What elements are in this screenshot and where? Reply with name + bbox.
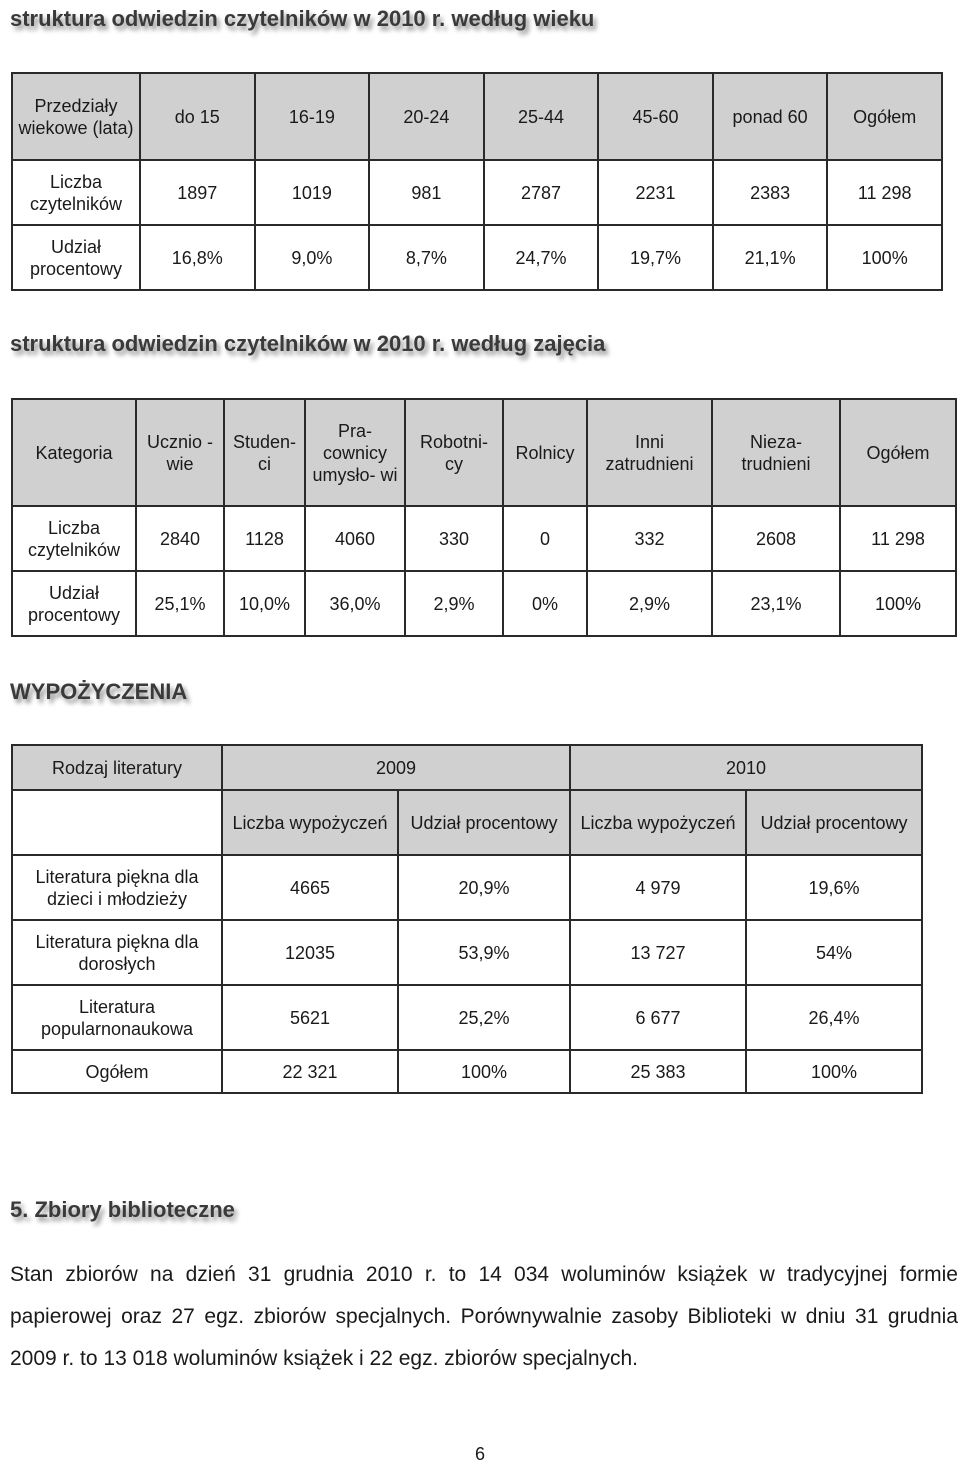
occupation-col-header: Robotni- cy — [405, 399, 503, 506]
occupation-row-percent — [12, 571, 956, 636]
occupation-cell: 10,0% — [224, 571, 305, 636]
loans-cell: 12035 — [222, 920, 398, 985]
age-row-count — [12, 160, 942, 225]
occupation-row-label: Liczba czytelników — [12, 506, 136, 571]
age-header-row — [12, 73, 942, 160]
occupation-cell: 36,0% — [305, 571, 405, 636]
age-row-label: Udział procentowy — [12, 225, 140, 290]
age-cell: 11 298 — [827, 160, 942, 225]
age-cell: 9,0% — [255, 225, 370, 290]
age-col-header: 16-19 — [255, 73, 370, 160]
occupation-header-label: Kategoria — [12, 399, 136, 506]
occupation-cell: 4060 — [305, 506, 405, 571]
loans-subheader: Udział procentowy — [398, 790, 570, 855]
age-col-header: Ogółem — [827, 73, 942, 160]
loans-header-label: Rodzaj literatury — [12, 745, 222, 790]
occupation-table — [11, 398, 957, 637]
age-cell: 1019 — [255, 160, 370, 225]
loans-row — [12, 920, 922, 985]
occupation-col-header: Ucznio -wie — [136, 399, 224, 506]
occupation-cell: 25,1% — [136, 571, 224, 636]
loans-cell: 5621 — [222, 985, 398, 1050]
loans-total-cell: 25 383 — [570, 1050, 746, 1093]
loans-cell: 13 727 — [570, 920, 746, 985]
loans-row-label: Literatura piękna dla dzieci i młodzieży — [12, 855, 222, 920]
age-table — [11, 72, 943, 291]
loans-row — [12, 985, 922, 1050]
occupation-col-header: Studen- ci — [224, 399, 305, 506]
loans-cell: 20,9% — [398, 855, 570, 920]
loans-total-cell: 100% — [746, 1050, 922, 1093]
occupation-cell: 0% — [503, 571, 587, 636]
loans-cell: 26,4% — [746, 985, 922, 1050]
age-cell: 2383 — [713, 160, 828, 225]
occupation-cell: 330 — [405, 506, 503, 571]
occupation-col-header: Ogółem — [840, 399, 956, 506]
occupation-row-count — [12, 506, 956, 571]
age-col-header: do 15 — [140, 73, 255, 160]
collections-paragraph: Stan zbiorów na dzień 31 grudnia 2010 r. to 14 034 woluminów książek w tradycyjnej formie papierowej oraz 27 egz. zbiorów specjalnych. Porównywalnie zasoby Biblioteki w dniu 31 grudnia 2009 r. to 13 018 woluminów książek i 22 egz. zbiorów specjalnych. — [10, 1263, 958, 1370]
age-cell: 16,8% — [140, 225, 255, 290]
occupation-cell: 0 — [503, 506, 587, 571]
loans-row-label: Literatura popularnonaukowa — [12, 985, 222, 1050]
occupation-col-header: Rolnicy — [503, 399, 587, 506]
age-col-header: 45-60 — [598, 73, 713, 160]
occupation-cell: 332 — [587, 506, 712, 571]
age-header-label: Przedziały wiekowe (lata) — [12, 73, 140, 160]
loans-subheader-row — [12, 790, 922, 855]
occupation-cell: 2840 — [136, 506, 224, 571]
loans-total-label: Ogółem — [12, 1050, 222, 1093]
loans-total-cell: 22 321 — [222, 1050, 398, 1093]
loans-cell: 53,9% — [398, 920, 570, 985]
age-cell: 1897 — [140, 160, 255, 225]
occupation-cell: 2,9% — [587, 571, 712, 636]
age-col-header: 25-44 — [484, 73, 599, 160]
age-col-header: 20-24 — [369, 73, 484, 160]
age-cell: 981 — [369, 160, 484, 225]
occupation-cell: 2,9% — [405, 571, 503, 636]
occupation-col-header: Nieza- trudnieni — [712, 399, 840, 506]
age-cell: 21,1% — [713, 225, 828, 290]
occupation-row-label: Udział procentowy — [12, 571, 136, 636]
loans-cell: 6 677 — [570, 985, 746, 1050]
loans-cell: 4665 — [222, 855, 398, 920]
loans-row-label: Literatura piękna dla dorosłych — [12, 920, 222, 985]
loans-row — [12, 855, 922, 920]
loans-cell: 25,2% — [398, 985, 570, 1050]
loans-total-cell: 100% — [398, 1050, 570, 1093]
occupation-col-header: Inni zatrudnieni — [587, 399, 712, 506]
occupation-section-heading: struktura odwiedzin czytelników w 2010 r. według zajęcia — [10, 331, 606, 356]
occupation-cell: 100% — [840, 571, 956, 636]
occupation-cell: 23,1% — [712, 571, 840, 636]
loans-year-row — [12, 745, 922, 790]
loans-cell: 19,6% — [746, 855, 922, 920]
loans-year-header: 2009 — [222, 745, 570, 790]
loans-empty-cell — [12, 790, 222, 855]
age-cell: 2787 — [484, 160, 599, 225]
page-number: 6 — [474, 1444, 485, 1464]
age-cell: 19,7% — [598, 225, 713, 290]
loans-cell: 54% — [746, 920, 922, 985]
collections-section-heading: 5. Zbiory biblioteczne — [10, 1197, 235, 1222]
occupation-cell: 11 298 — [840, 506, 956, 571]
age-cell: 24,7% — [484, 225, 599, 290]
age-cell: 2231 — [598, 160, 713, 225]
occupation-col-header: Pra- cownicy umysło- wi — [305, 399, 405, 506]
occupation-cell: 2608 — [712, 506, 840, 571]
age-row-percent — [12, 225, 942, 290]
age-section-heading: struktura odwiedzin czytelników w 2010 r. według wieku — [10, 6, 595, 31]
occupation-cell: 1128 — [224, 506, 305, 571]
age-cell: 8,7% — [369, 225, 484, 290]
loans-cell: 4 979 — [570, 855, 746, 920]
loans-section-heading: WYPOŻYCZENIA — [10, 679, 188, 704]
loans-total-row — [12, 1050, 922, 1093]
loans-subheader: Liczba wypożyczeń — [222, 790, 398, 855]
loans-subheader: Liczba wypożyczeń — [570, 790, 746, 855]
loans-subheader: Udział procentowy — [746, 790, 922, 855]
age-cell: 100% — [827, 225, 942, 290]
age-col-header: ponad 60 — [713, 73, 828, 160]
occupation-header-row — [12, 399, 956, 506]
age-row-label: Liczba czytelników — [12, 160, 140, 225]
loans-year-header: 2010 — [570, 745, 922, 790]
loans-table — [11, 744, 923, 1094]
